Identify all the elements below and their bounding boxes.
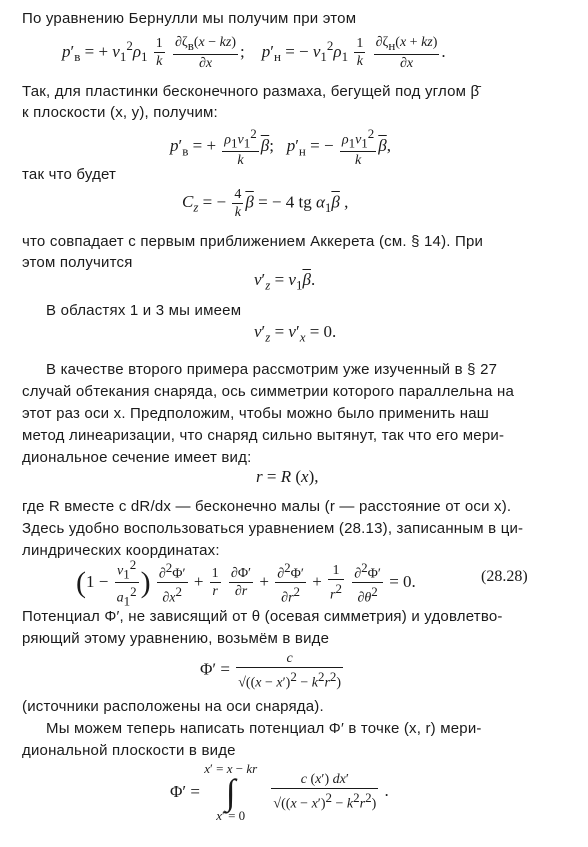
text-line: этом получится [22,254,133,271]
text-line: Здесь удобно воспользоваться уравнением (28.13), записанным в ци- [22,520,524,537]
equation-linearized-cylindrical: (1 − $\frac{v_1^2}{a_1^2}$ ) $\frac{\partial^2\Phi'}{\partial x^2}$ + $\frac{1}{r}$ $\frac{\partial\Phi'}{\partial r}$ + $\frac{\partial^2\Phi'}{\partial r^2}$ + $\frac{1}{r^2}$ $\frac{\partial^2\Phi'}{\partial\theta^2}$ = 0. [76,557,416,609]
equation-pressure-general: $p'_в$ = + $v_1^2\rho_1$ $\frac{1}{k}$ $\frac{\partial\zeta_в(x - kz)}{\partial x}$ ; $p'_н$ = − $v_1^2\rho_1$ $\frac{1}{k}$ $\frac{\partial\zeta_н(x + kz)}{\partial x}$ . [62,35,446,71]
text-line: где R вместе с dR/dx — бесконечно малы (r — расстояние от оси x). [22,498,512,515]
equation-pressure-plate: $p'_в$ = + $\frac{\rho_1v_1^2}{k}$ $\overline{\beta}$; $p'_н$ = − $\frac{\rho_1v_1^2}{k}$ $\overline{\beta}$, [170,126,391,169]
equation-meridional-section: r = R (x), [256,467,319,486]
equation-vz-vx-zero: $v'_z = v'_x = 0$. [254,322,337,345]
text-line: Потенциал Φ′, не зависящий от θ (осевая симметрия) и удовлетво- [22,608,503,625]
text-line: метод линеаризации, что снаряд сильно вытянут, так что его мери- [22,427,505,444]
equation-number: (28.28) [481,568,528,585]
text-line: диональное сечение имеет вид: [22,449,252,466]
text-line: этот раз оси x. Предположим, чтобы можно было применить наш [22,405,490,422]
text-line: Так, для пластинки бесконечного размаха, бегущей под углом β̄ [22,83,480,100]
text-line: диональной плоскости в виде [22,742,236,759]
text-line: случай обтекания снаряда, ось симметрии которого параллельна на [22,383,514,400]
text-line: что совпадает с первым приближением Аккерета (см. § 14). При [22,233,484,250]
text-line: (источники расположены на оси снаряда). [22,698,324,715]
text-line: В областях 1 и 3 мы имеем [46,302,242,319]
text-line: Мы можем теперь написать потенциал Φ′ в точке (x, r) мери- [46,720,482,737]
equation-vz: $v'_z = v_1\overline{\beta}$. [254,270,316,293]
text-line: линдрических координатах: [22,542,220,559]
text-line: ряющий этому уравнению, возьмём в виде [22,630,330,647]
equation-lift-coefficient: $C_z$ = − $\frac{4}{k}$ $\overline{\beta}$ = − 4 tg $\alpha_1\overline{\beta}$ , [182,187,349,220]
text-line: так что будет [22,166,117,183]
text-line: В качестве второго примера рассмотрим уже изученный в § 27 [46,361,498,378]
equation-potential-source: Φ′ = $\frac{c}{√((x - x')^2 - k^2r^2)}$ [200,651,342,691]
text-line: По уравнению Бернулли мы получим при этом [22,10,357,27]
text-line: к плоскости (x, y), получим: [22,104,218,121]
equation-potential-integral: Φ′ = x′ = x − kr ∫ x′ = 0 $\frac{c (x') dx'}{√((x - x')^2 - k^2r^2)}$ . [170,761,389,823]
